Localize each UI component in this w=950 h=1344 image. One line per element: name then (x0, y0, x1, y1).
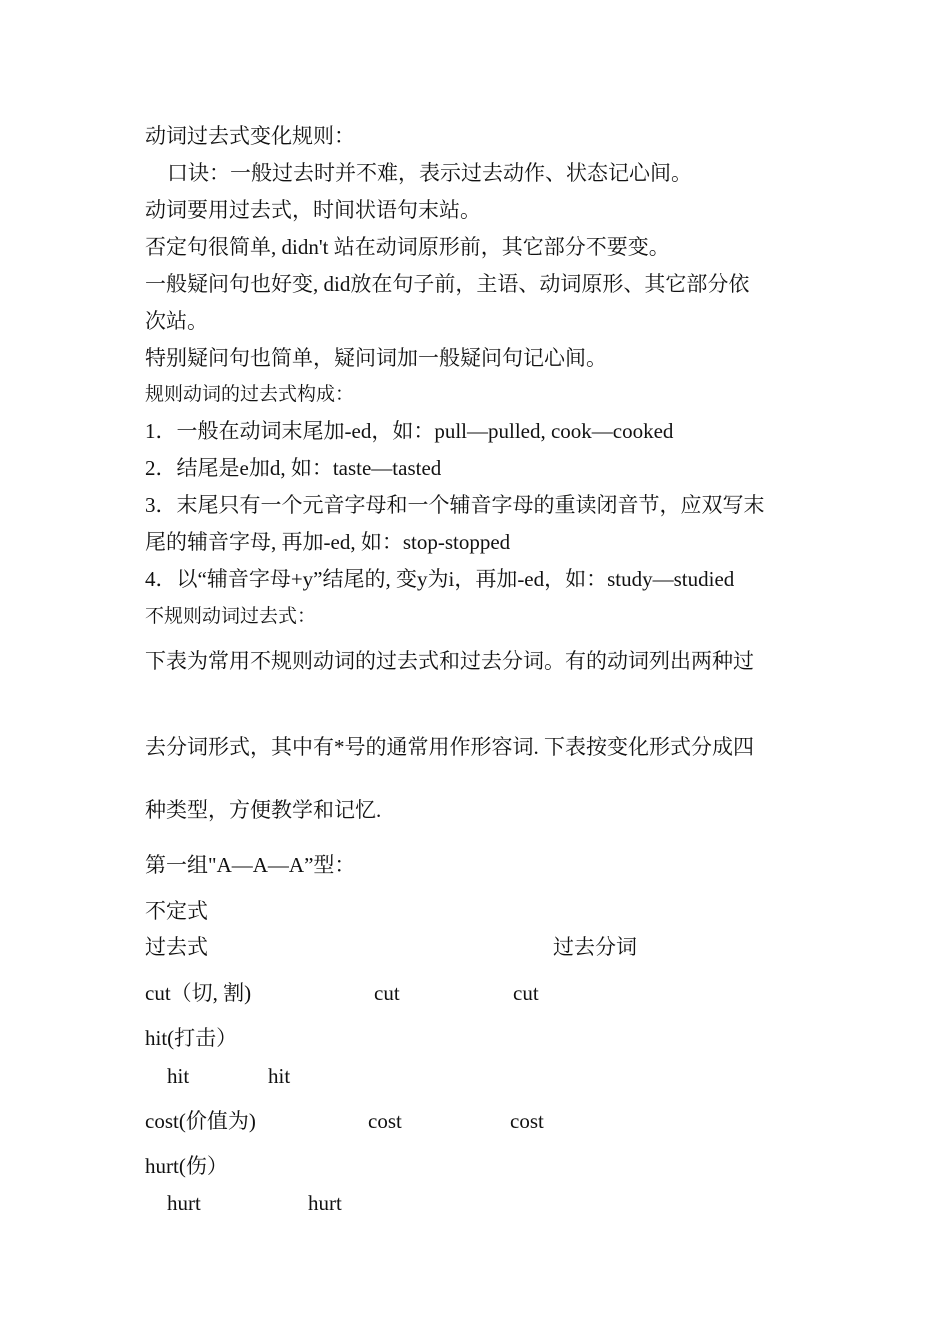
irregular-para-1: 下表为常用不规则动词的过去式和过去分词。有的动词列出两种过 (145, 649, 754, 673)
verb-base: hit(打击） (145, 1026, 238, 1050)
verb-base: cut（切, 割) (145, 981, 252, 1005)
group-1-title: 第一组"A—A—A”型： (145, 853, 356, 877)
verb-past-participle: cost (510, 1109, 544, 1133)
verb-past-participle: hit (268, 1064, 291, 1088)
mnemonic-line-4: 一般疑问句也好变, did放在句子前，主语、动词原形、其它部分依 (145, 272, 750, 296)
irregular-heading: 不规则动词过去式： (145, 605, 317, 627)
verb-past: cost (368, 1109, 402, 1133)
verb-past: hurt (167, 1191, 201, 1215)
verb-past-participle: cut (513, 981, 539, 1005)
section-title: 动词过去式变化规则： (145, 124, 355, 148)
verb-base: hurt(伤） (145, 1154, 228, 1178)
mnemonic-line-2: 动词要用过去式，时间状语句末站。 (145, 198, 481, 222)
mnemonic-line-5: 次站。 (145, 309, 208, 333)
verb-past: hit (167, 1064, 190, 1088)
column-header-past: 过去式 (145, 935, 208, 959)
mnemonic-line-1: 口诀：一般过去时并不难，表示过去动作、状态记心间。 (167, 161, 692, 185)
column-header-past-participle: 过去分词 (553, 935, 637, 959)
verb-base: cost(价值为) (145, 1109, 256, 1133)
verb-past: cut (374, 981, 400, 1005)
irregular-para-2: 去分词形式，其中有*号的通常用作形容词. 下表按变化形式分成四 (145, 735, 754, 759)
regular-rule-4: 4．以“辅音字母+y”结尾的, 变y为i，再加-ed，如：study—studied (145, 567, 735, 591)
mnemonic-line-3: 否定句很简单, didn't 站在动词原形前，其它部分不要变。 (145, 235, 670, 259)
verb-past-participle: hurt (308, 1191, 342, 1215)
irregular-para-3: 种类型，方便教学和记忆. (145, 798, 382, 822)
regular-rule-1: 1．一般在动词末尾加-ed，如：pull—pulled, cook—cooked (145, 419, 674, 443)
mnemonic-line-6: 特别疑问句也简单，疑问词加一般疑问句记心间。 (145, 346, 607, 370)
regular-rule-2: 2．结尾是e加d, 如：taste—tasted (145, 456, 442, 480)
regular-heading: 规则动词的过去式构成： (145, 383, 355, 405)
regular-rule-3b: 尾的辅音字母, 再加-ed, 如：stop-stopped (145, 530, 511, 554)
regular-rule-3a: 3．末尾只有一个元音字母和一个辅音字母的重读闭音节，应双写末 (145, 493, 765, 517)
column-header-base: 不定式 (145, 899, 208, 923)
